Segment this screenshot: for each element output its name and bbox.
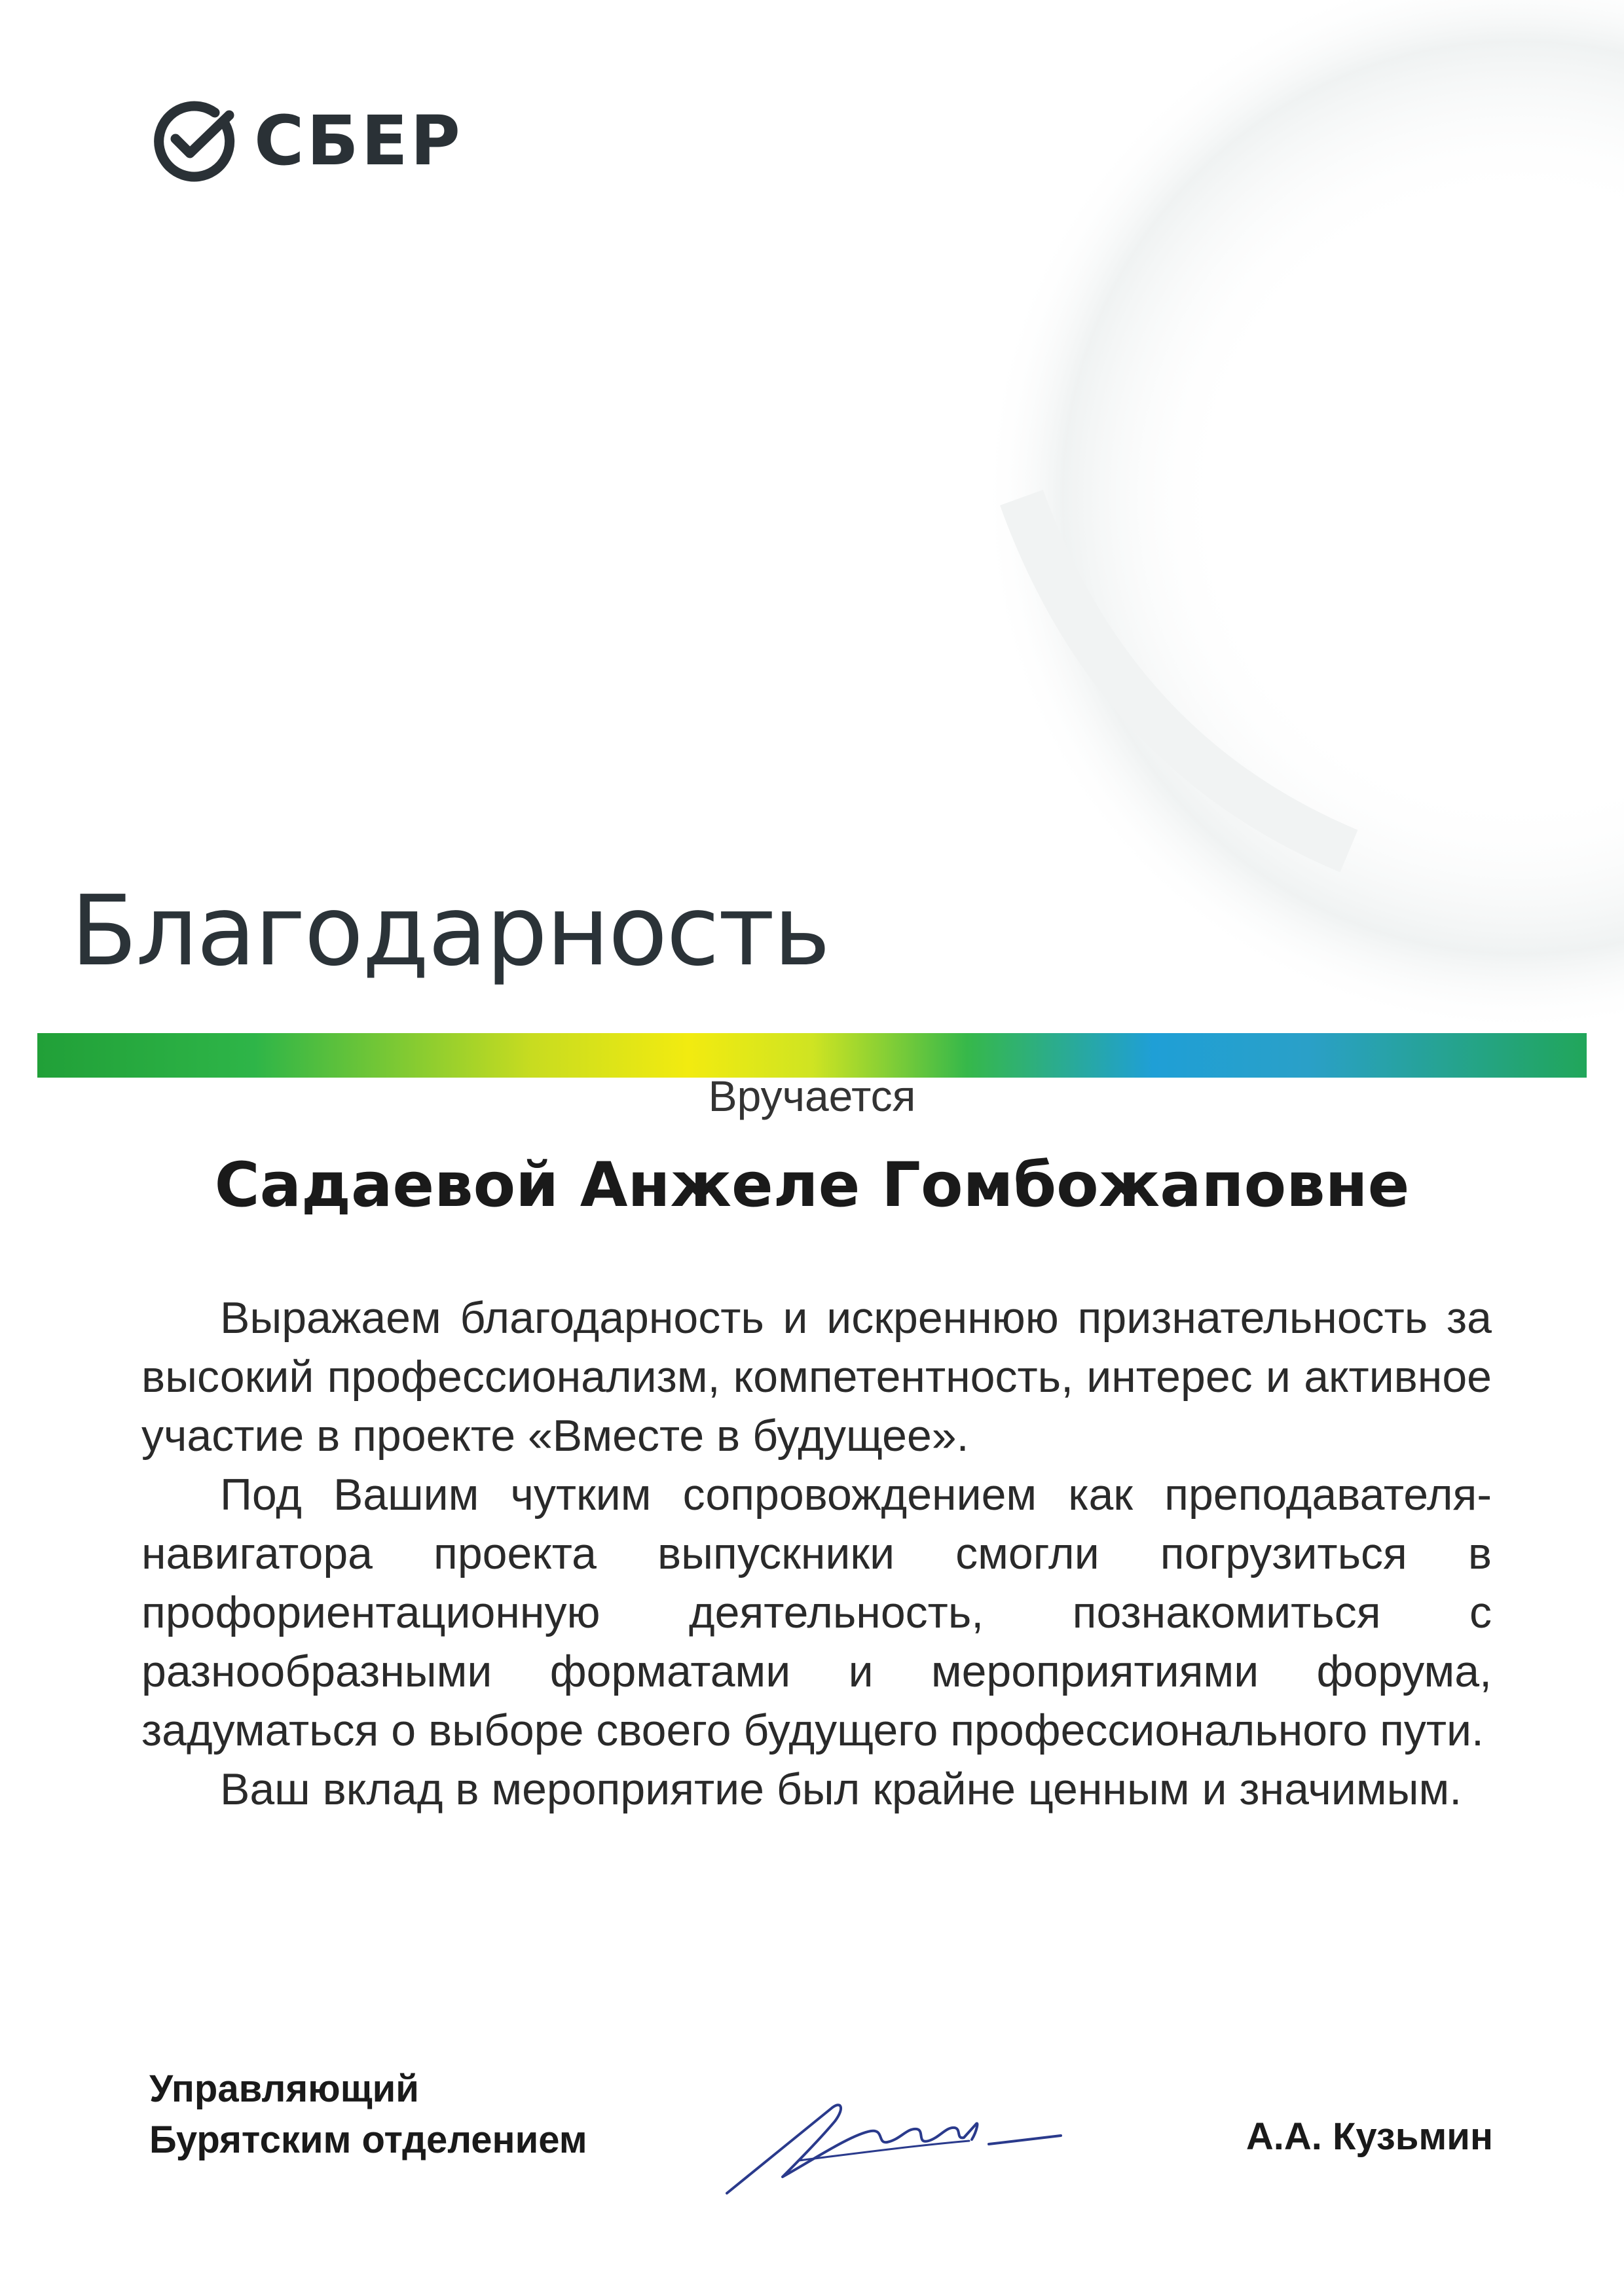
sber-logo-text: СБЕР [254, 101, 463, 181]
letter-body [141, 1288, 1492, 1819]
body-paragraph-1: Выражаем благодарность и искреннюю признательность за высокий профессионализм, компетентность, интерес и активное участие в проекте «Вместе в будущее». [141, 1293, 1492, 1461]
recipient-name: Садаевой Анжеле Гомбожаповне [214, 1150, 1410, 1221]
body-paragraph-2: Под Вашим чутким сопровождением как преподавателя-навигатора проекта выпускники смогли погрузиться в профориентационную деятельность, познакомиться с разнообразными форматами и мероприятиями форума, задуматься о выборе своего будущего профессионального пути. [141, 1470, 1492, 1755]
body-paragraph-3: Ваш вклад в мероприятие был крайне ценным и значимым. [220, 1764, 1462, 1814]
signatory-position [149, 2064, 587, 2166]
signatory-position-line-2: Бурятским отделением [149, 2119, 587, 2161]
sber-check-icon [152, 98, 237, 183]
sber-logo [152, 98, 463, 183]
handwritten-signature [720, 2062, 1074, 2206]
presented-label: Вручается [708, 1072, 916, 1120]
signatory-position-line-1: Управляющий [149, 2068, 419, 2110]
page-title: Благодарность [71, 875, 830, 987]
signatory-name: А.А. Кузьмин [1246, 2115, 1493, 2158]
